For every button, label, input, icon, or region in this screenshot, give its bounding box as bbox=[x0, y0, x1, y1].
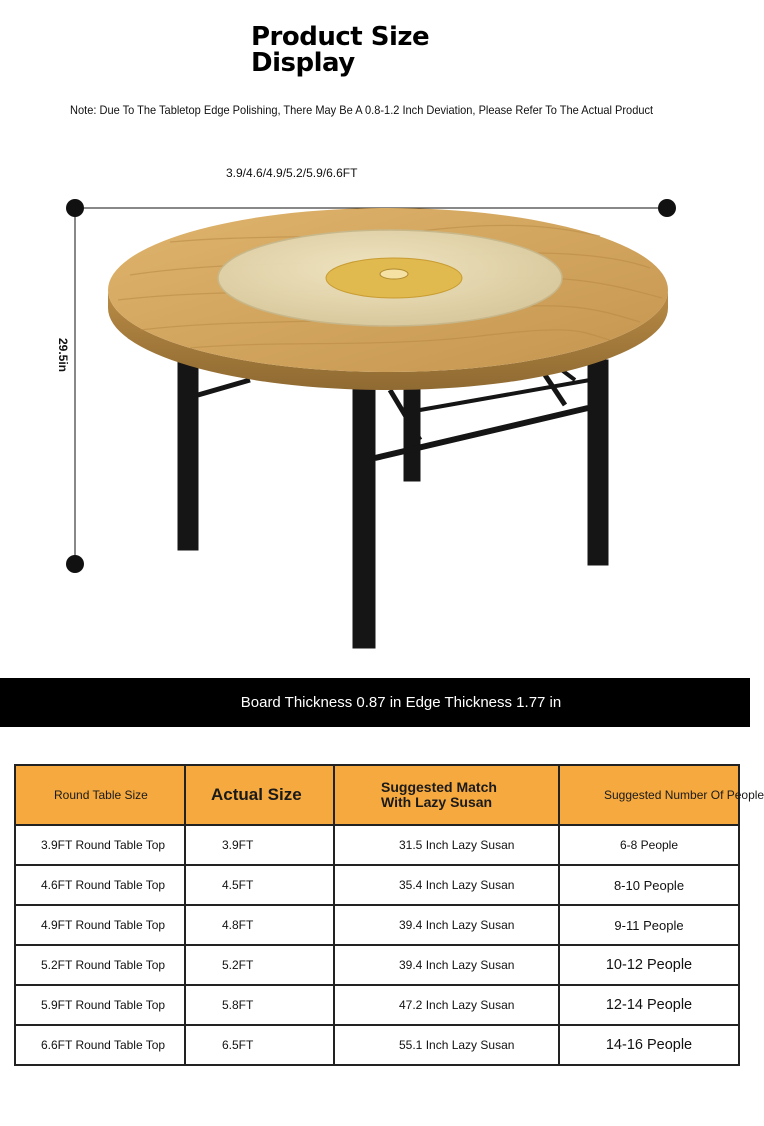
table-row bbox=[15, 865, 739, 905]
table-header-row bbox=[15, 765, 739, 825]
cell-table-size: 6.6FT Round Table Top bbox=[15, 1025, 185, 1065]
cell-people: 14-16 People bbox=[559, 1025, 739, 1065]
table-row bbox=[15, 985, 739, 1025]
header-people: Suggested Number Of People bbox=[559, 765, 739, 825]
height-dimension bbox=[66, 208, 84, 573]
cell-people: 6-8 People bbox=[559, 825, 739, 865]
cell-people: 12-14 People bbox=[559, 985, 739, 1025]
cell-actual-size: 5.8FT bbox=[185, 985, 334, 1025]
table-row bbox=[15, 825, 739, 865]
cell-lazy-susan: 35.4 Inch Lazy Susan bbox=[334, 865, 559, 905]
cell-people: 9-11 People bbox=[559, 905, 739, 945]
table-row bbox=[15, 1025, 739, 1065]
thickness-text: Board Thickness 0.87 in Edge Thickness 1.77 in bbox=[240, 694, 562, 711]
cell-lazy-susan: 39.4 Inch Lazy Susan bbox=[334, 905, 559, 945]
cell-people: 8-10 People bbox=[559, 865, 739, 905]
cell-lazy-susan: 39.4 Inch Lazy Susan bbox=[334, 945, 559, 985]
table-illustration bbox=[0, 180, 750, 660]
cell-actual-size: 5.2FT bbox=[185, 945, 334, 985]
cell-actual-size: 4.5FT bbox=[185, 865, 334, 905]
header-actual-size: Actual Size bbox=[185, 765, 334, 825]
cell-table-size: 4.9FT Round Table Top bbox=[15, 905, 185, 945]
cell-lazy-susan: 31.5 Inch Lazy Susan bbox=[334, 825, 559, 865]
cell-table-size: 3.9FT Round Table Top bbox=[15, 825, 185, 865]
table-row bbox=[15, 905, 739, 945]
header-round-table-size: Round Table Size bbox=[15, 765, 185, 825]
cell-actual-size: 6.5FT bbox=[185, 1025, 334, 1065]
title-line-1: Product Size bbox=[251, 22, 430, 52]
cell-actual-size: 3.9FT bbox=[185, 825, 334, 865]
cell-lazy-susan: 55.1 Inch Lazy Susan bbox=[334, 1025, 559, 1065]
cell-actual-size: 4.8FT bbox=[185, 905, 334, 945]
deviation-note: Note: Due To The Tabletop Edge Polishing, There May Be A 0.8-1.2 Inch Deviation, Please Refer To The Actual Product bbox=[70, 103, 654, 117]
header-lazy-susan: Suggested Match With Lazy Susan bbox=[334, 765, 559, 825]
table-legs bbox=[178, 360, 608, 648]
cell-people: 10-12 People bbox=[559, 945, 739, 985]
lazy-susan bbox=[218, 230, 562, 326]
cell-table-size: 4.6FT Round Table Top bbox=[15, 865, 185, 905]
cell-lazy-susan: 47.2 Inch Lazy Susan bbox=[334, 985, 559, 1025]
page-title bbox=[251, 24, 429, 76]
cell-table-size: 5.9FT Round Table Top bbox=[15, 985, 185, 1025]
height-label: 29.5in bbox=[56, 337, 71, 373]
diameter-label: 3.9/4.6/4.9/5.2/5.9/6.6FT bbox=[226, 166, 358, 180]
size-table bbox=[14, 764, 764, 1066]
cell-table-size: 5.2FT Round Table Top bbox=[15, 945, 185, 985]
table-row bbox=[15, 945, 739, 985]
title-line-2: Display bbox=[251, 48, 355, 78]
thickness-bar bbox=[0, 678, 750, 727]
